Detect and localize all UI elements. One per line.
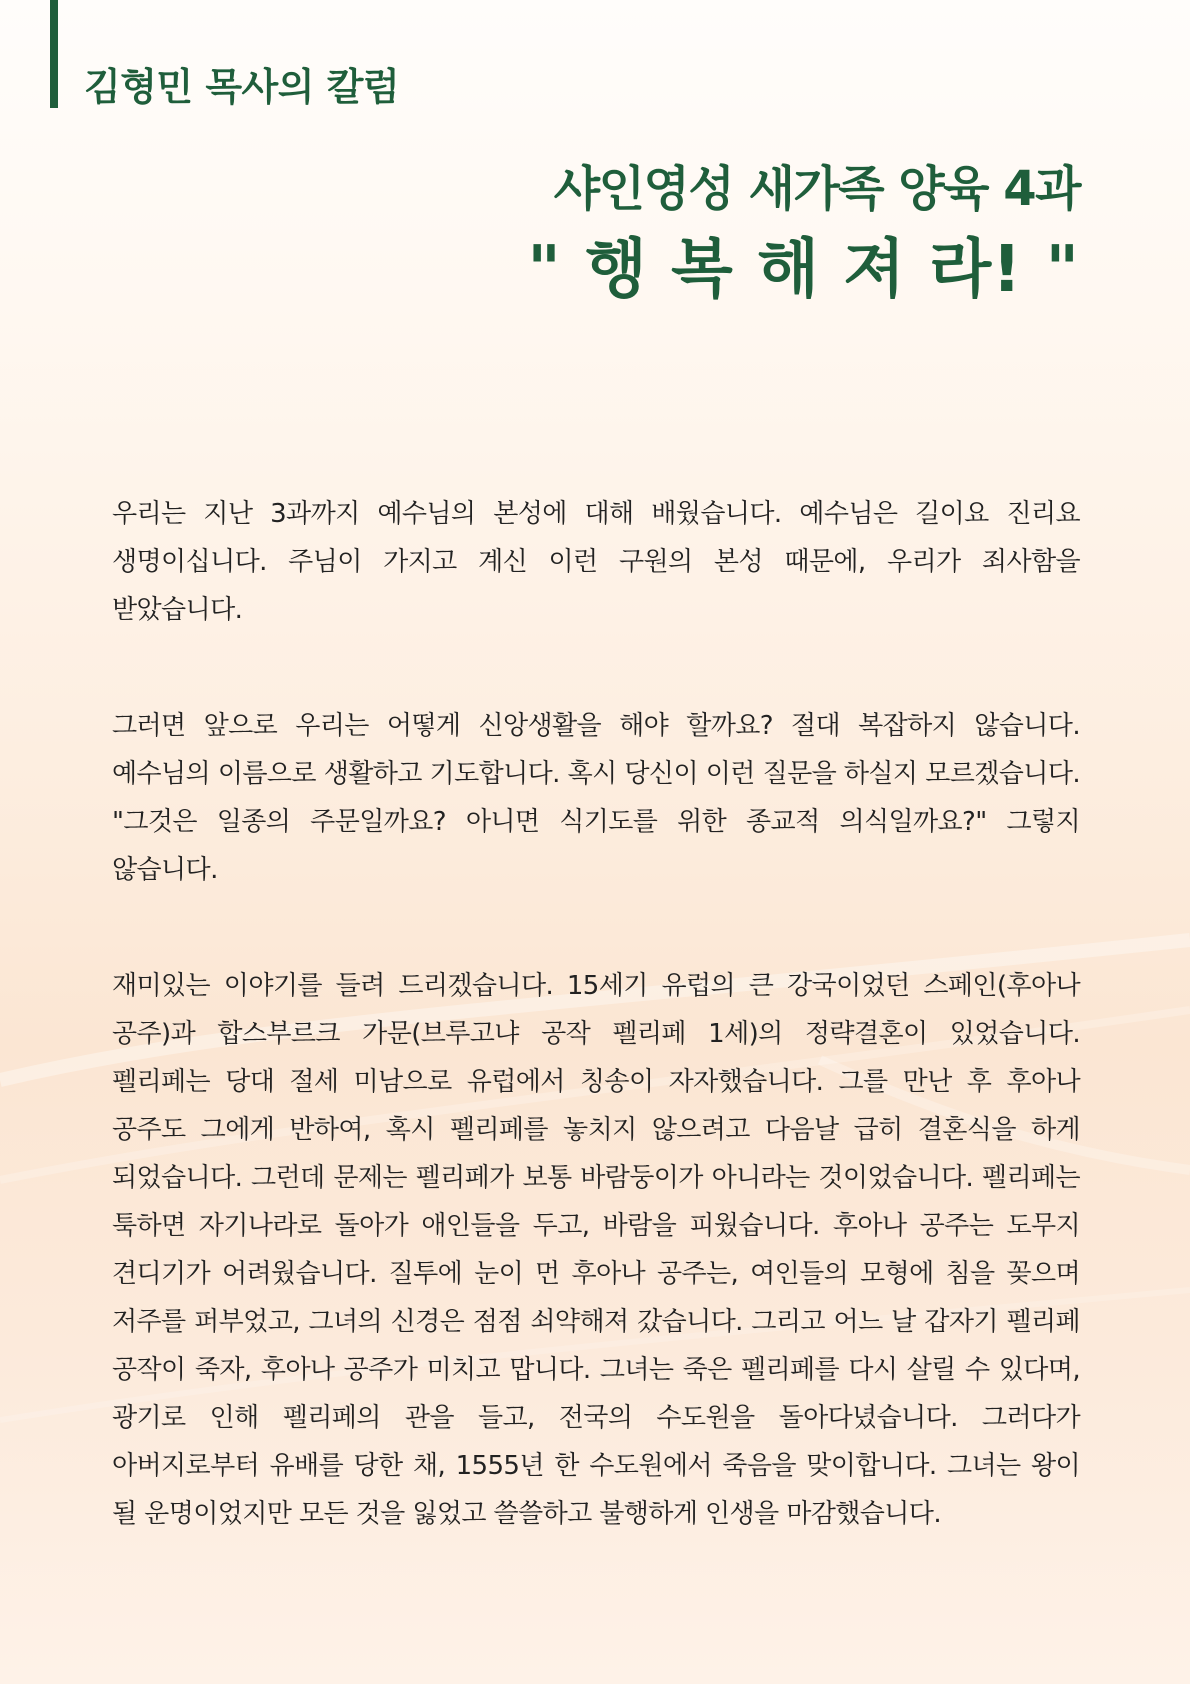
article-body bbox=[112, 490, 1080, 1538]
article-subtitle: " 행 복 해 져 라! " bbox=[527, 233, 1080, 307]
article-title-block bbox=[320, 160, 1080, 312]
body-paragraph-1: 우리는 지난 3과까지 예수님의 본성에 대해 배웠습니다. 예수님은 길이요 진리요 생명이십니다. 주님이 가지고 계신 이런 구원의 본성 때문에, 우리가 죄사함을 받았습니다. bbox=[112, 499, 1080, 625]
column-title: 김형민 목사의 칼럼 bbox=[84, 65, 400, 109]
body-paragraph-3: 재미있는 이야기를 들려 드리겠습니다. 15세기 유럽의 큰 강국이었던 스페인(후아나 공주)과 합스부르크 가문(브루고냐 공작 펠리페 1세)의 정략결혼이 있었습니다. 펠리페는 당대 절세 미남으로 유럽에서 칭송이 자자했습니다. 그를 만난 후 후아나 공주도 그에게 반하여, 혹시 펠리페를 놓치지 않으려고 다음날 급히 결혼식을 하게 되었습니다. 그런데 문제는 펠리페가 보통 바람둥이가 아니라는 것이었습니다. 펠리페는 툭하면 자기나라로 돌아가 애인들을 두고, 바람을 피웠습니다. 후아나 공주는 도무지 견디기가 어려웠습니다. 질투에 눈이 먼 후아나 공주는, 여인들의 모형에 침을 꽂으며 저주를 퍼부었고, 그녀의 신경은 점점 쇠약해져 갔습니다. 그리고 어느 날 갑자기 펠리페 공작이 죽자, 후아나 공주가 미치고 맙니다. 그녀는 죽은 펠리페를 다시 살릴 수 있다며, 광기로 인해 펠리페의 관을 들고, 전국의 수도원을 돌아다녔습니다. 그러다가 아버지로부터 유배를 당한 채, 1555년 한 수도원에서 죽음을 맞이합니다. 그녀는 왕이 될 운명이었지만 모든 것을 잃었고 쓸쓸하고 불행하게 인생을 마감했습니다. bbox=[112, 971, 1080, 1529]
body-paragraph-2: 그러면 앞으로 우리는 어떻게 신앙생활을 해야 할까요? 절대 복잡하지 않습니다. 예수님의 이름으로 생활하고 기도합니다. 혹시 당신이 이런 질문을 하실지 모르겠습니다. "그것은 일종의 주문일까요? 아니면 식기도를 위한 종교적 의식일까요?" 그렇지 않습니다. bbox=[112, 711, 1080, 885]
article-title: 샤인영성 새가족 양육 4과 bbox=[553, 161, 1080, 217]
accent-bar bbox=[50, 0, 58, 108]
